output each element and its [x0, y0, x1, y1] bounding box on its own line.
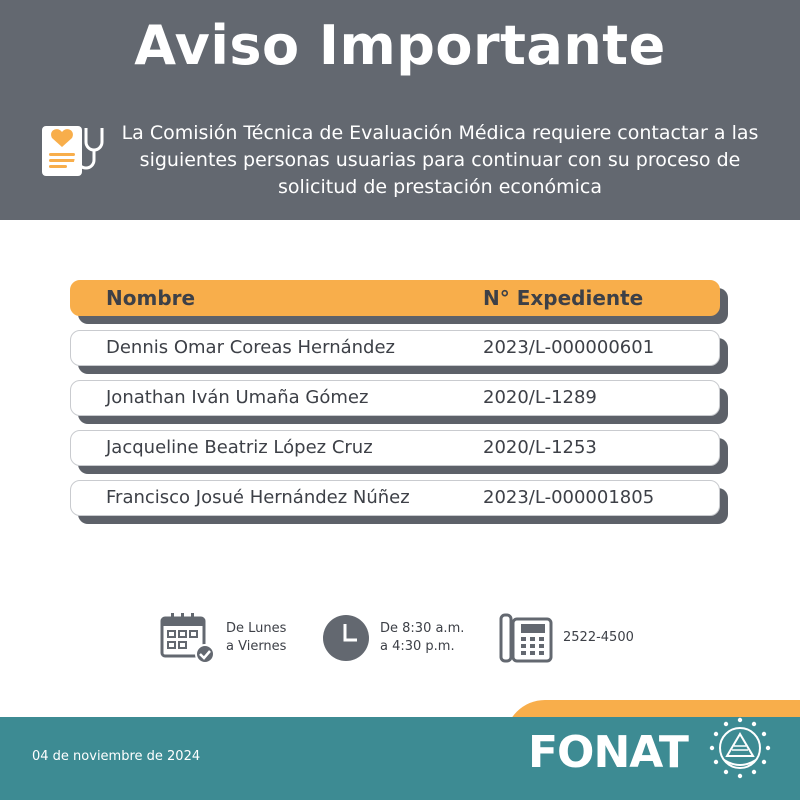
table-row [70, 480, 720, 516]
page-title: Aviso Importante [134, 14, 666, 77]
row-expediente: 2023/L-000001805 [483, 487, 655, 508]
schedule-days [160, 612, 286, 664]
table-row [70, 380, 720, 416]
row-expediente: 2020/L-1253 [483, 437, 597, 458]
column-header-name: Nombre [106, 286, 196, 310]
hours-line2: a 4:30 p.m. [380, 639, 455, 654]
table-row [70, 330, 720, 366]
contact-phone [499, 612, 634, 664]
column-header-expediente: N° Expediente [483, 286, 644, 310]
schedule-hours [322, 612, 464, 664]
row-name: Jacqueline Beatriz López Cruz [106, 437, 373, 458]
hours-line1: De 8:30 a.m. [380, 621, 465, 636]
clock-icon [322, 614, 370, 662]
national-seal-icon [708, 716, 772, 780]
row-name: Jonathan Iván Umaña Gómez [106, 387, 369, 408]
row-expediente: 2020/L-1289 [483, 387, 597, 408]
header-banner [0, 0, 800, 220]
expedientes-table [70, 280, 730, 530]
row-expediente: 2023/L-000000601 [483, 337, 655, 358]
row-name: Francisco Josué Hernández Núñez [106, 487, 410, 508]
table-header-row [70, 280, 720, 316]
days-line2: a Viernes [226, 639, 287, 654]
intro-text: La Comisión Técnica de Evaluación Médica requiere contactar a las siguientes personas usuarias para continuar con su proceso de solicitud de prestación económica [121, 122, 759, 198]
calendar-icon [160, 612, 216, 664]
row-name: Dennis Omar Coreas Hernández [106, 337, 395, 358]
medical-report-icon [40, 122, 104, 182]
telephone-icon [499, 613, 553, 663]
fonat-logo: FONAT [528, 727, 688, 778]
days-line1: De Lunes [226, 621, 287, 636]
publish-date: 04 de noviembre de 2024 [32, 749, 201, 764]
phone-number: 2522-4500 [563, 630, 634, 645]
table-row [70, 430, 720, 466]
